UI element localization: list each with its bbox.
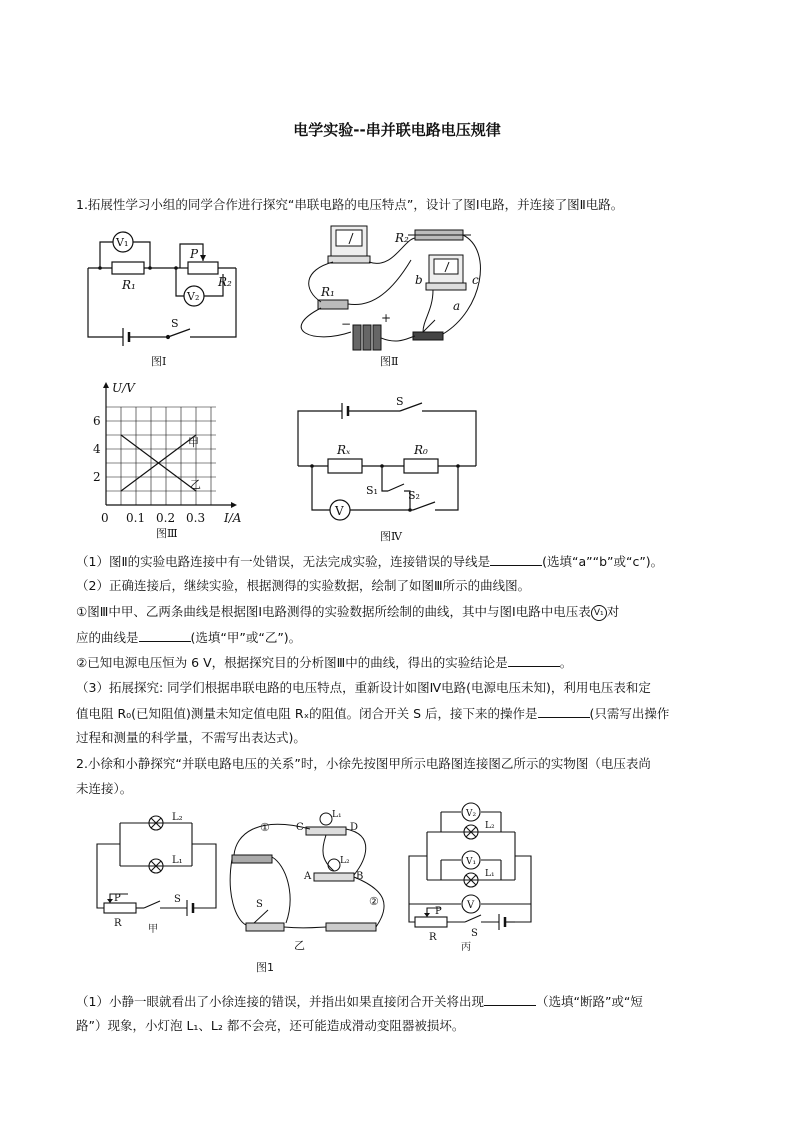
fig3-xtick-01: 0.1 [126, 511, 146, 525]
fig3-xlabel: I/A [224, 511, 242, 525]
fig4-s2-label: S₂ [408, 489, 420, 502]
fig2-a-label: a [453, 299, 461, 313]
fig4-s1-label: S₁ [366, 484, 378, 497]
fig3-ytick-4: 4 [93, 442, 101, 456]
bing-caption: 丙 [461, 942, 471, 953]
bing-p-label: P [435, 906, 442, 917]
q1-intro: 1.拓展性学习小组的同学合作进行探究“串联电路的电压特点”，设计了图Ⅰ电路，并连接了图Ⅱ电路。 [76, 197, 624, 212]
figure-1-circuit [78, 228, 248, 368]
fig3-ytick-6: 6 [93, 414, 101, 428]
jia-l1-label: L₁ [172, 855, 183, 866]
q1-part1: （1）图Ⅱ的实验电路连接中有一处错误，无法完成实验，连接错误的导线是 (选填“a”“b”或“c”)。 [76, 554, 664, 569]
bing-s-label: S [471, 928, 478, 939]
fig4-v-label: V [335, 504, 344, 518]
fig3-xtick-0: 0 [101, 511, 109, 525]
bing-r-label: R [429, 932, 437, 943]
yi-two-label: ② [369, 895, 379, 908]
yi-a-label: A [304, 871, 312, 882]
page-title: 电学实验--串并联电路电压规律 [293, 121, 501, 139]
bing-v2-label: V₂ [466, 809, 477, 819]
q1-part3-cont: 值电阻 R₀(已知阻值)测量未知定值电阻 Rₓ的阻值。闭合开关 S 后，接下来的操作是 (只需写出操作 [76, 706, 670, 721]
jia-p-label: P [114, 893, 121, 904]
answer-blank[interactable] [508, 654, 560, 667]
fig3-xtick-03: 0.3 [186, 511, 206, 525]
figure-yi-apparatus [226, 805, 396, 955]
answer-blank[interactable] [484, 993, 536, 1006]
fig4-rx-label: Rₓ [337, 443, 351, 457]
yi-caption: 乙 [294, 939, 305, 952]
yi-d-label: D [350, 822, 359, 833]
fig2-r2-label: R₂ [395, 231, 409, 245]
figure-bing-circuit [405, 800, 545, 955]
figure-2-apparatus [283, 220, 498, 370]
fig1-r1-label: R₁ [122, 278, 136, 292]
q1-part2: （2）正确连接后，继续实验，根据测得的实验数据，绘制了如图Ⅲ所示的曲线图。 [76, 578, 531, 593]
bing-l1-label: L₁ [485, 869, 495, 879]
fig1-v1-label: V₁ [116, 236, 129, 249]
answer-blank[interactable] [139, 629, 191, 642]
yi-b-label: B [356, 871, 364, 882]
fig1-p-label: P [190, 247, 199, 261]
fig1-s-label: S [171, 317, 179, 330]
yi-one-label: ① [260, 821, 270, 834]
q1-part3-cont2: 过程和测量的科学量，不需写出表达式)。 [76, 730, 306, 745]
fig3-yi-label: 乙 [190, 478, 201, 491]
fig2-minus-label: − [341, 317, 352, 331]
fig4-s-label: S [396, 395, 404, 408]
jia-l2-label: L₂ [172, 812, 183, 823]
fig1-r2-label: R₂ [218, 275, 232, 289]
fig4-r0-label: R₀ [414, 443, 428, 457]
jia-s-label: S [174, 894, 181, 905]
bing-v-label: V [467, 900, 475, 911]
fig2-c-label: c [472, 273, 479, 287]
fig2-plus-label: + [381, 311, 392, 325]
fig2-r1-label: R₁ [321, 285, 335, 299]
q2-intro-cont: 未连接）。 [76, 781, 133, 796]
q2-part1-cont: 路”）现象，小灯泡 L₁、L₂ 都不会亮，还可能造成滑动变阻器被损坏。 [76, 1018, 465, 1033]
jia-r-label: R [114, 918, 122, 929]
fig3-ylabel: U/V [112, 381, 135, 395]
fig3-caption: 图Ⅲ [156, 527, 178, 540]
figure-4-circuit [290, 393, 490, 543]
q2-part1: （1）小静一眼就看出了小徐连接的错误，并指出如果直接闭合开关将出现 （选填“断路”或“短 [76, 994, 643, 1009]
answer-blank[interactable] [538, 705, 590, 718]
figure-3-graph [86, 380, 256, 540]
fig4-caption: 图Ⅳ [380, 530, 402, 543]
q1-part2-1-cont: 应的曲线是 (选填“甲”或“乙”)。 [76, 630, 302, 645]
q2-intro: 2.小徐和小静探究“并联电路电压的关系”时，小徐先按图甲所示电路图连接图乙所示的实物图（电压表尚 [76, 756, 651, 771]
jia-caption: 甲 [148, 924, 158, 935]
yi-l2-label: L₂ [340, 856, 350, 866]
fig3-xtick-02: 0.2 [156, 511, 176, 525]
figure-jia-circuit [92, 808, 232, 938]
fig3-ytick-2: 2 [93, 470, 101, 484]
fig3-jia-label: 甲 [188, 436, 199, 449]
q1-part2-2: ②已知电源电压恒为 6 V，根据探究目的分析图Ⅲ中的曲线，得出的实验结论是 。 [76, 655, 573, 670]
q1-part2-1: ①图Ⅲ中甲、乙两条曲线是根据图Ⅰ电路测得的实验数据所绘制的曲线，其中与图Ⅰ电路中电压表 V₁ 对 [76, 604, 620, 619]
fig1-caption: 图Ⅰ [151, 355, 167, 368]
fig2-caption: 图Ⅱ [380, 355, 399, 368]
voltmeter-v1-symbol: V₁ [591, 605, 607, 621]
fig2-b-label: b [415, 273, 423, 287]
q1-part3: （3）拓展探究: 同学们根据串联电路的电压特点，重新设计如图Ⅳ电路(电源电压未知)，利用电压表和定 [76, 680, 651, 695]
answer-blank[interactable] [490, 553, 542, 566]
yi-l1-label: L₁ [332, 810, 342, 820]
yi-s-label: S [256, 899, 263, 910]
figure-1-caption: 图1 [256, 961, 274, 974]
yi-c-label: C [296, 822, 304, 833]
fig1-v2-label: V₂ [187, 290, 200, 303]
bing-l2-label: L₂ [485, 821, 495, 831]
bing-v1-label: V₁ [466, 857, 477, 867]
